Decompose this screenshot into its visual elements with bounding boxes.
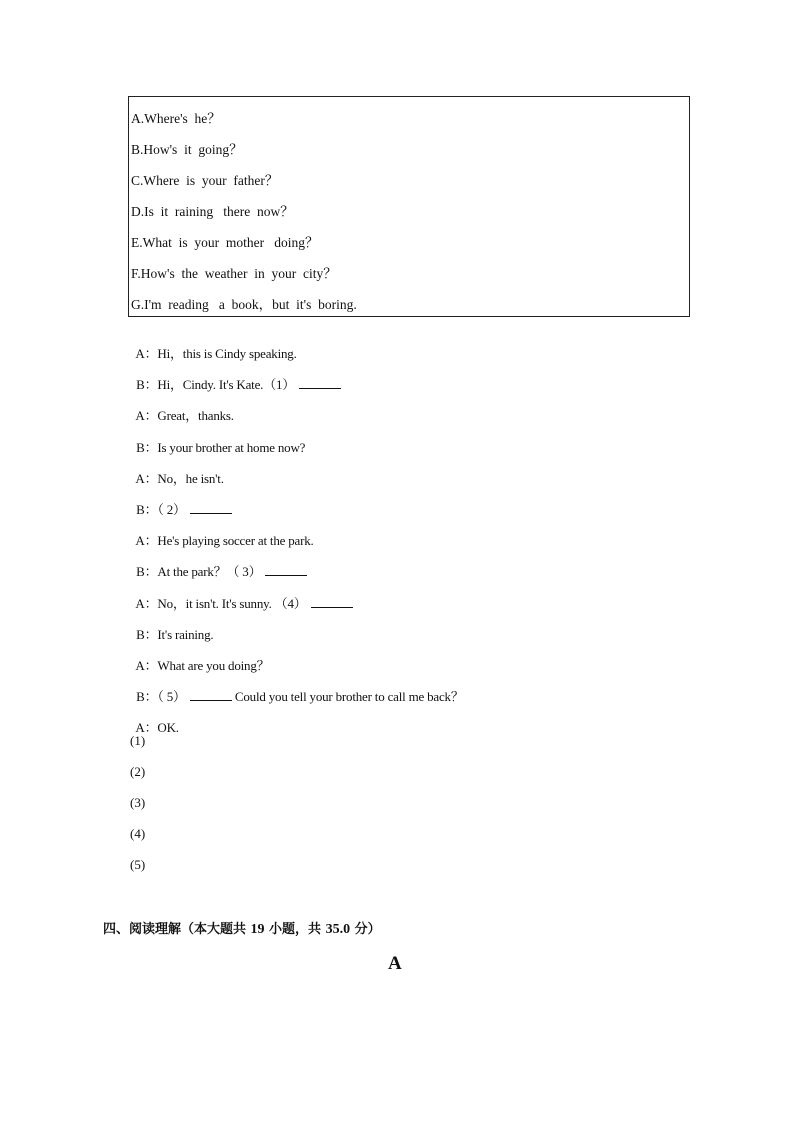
dialogue-line — [130, 545, 307, 580]
dialogue-text: A：Hi，this is Cindy speaking. — [135, 346, 297, 361]
option-b: B.How's it going？ — [131, 142, 243, 157]
answer-number-2: (2) — [130, 764, 146, 779]
answer-blank-1[interactable] — [299, 378, 341, 389]
section-heading-text: 小题，共 — [264, 922, 326, 937]
dialogue-text: A：He's playing soccer at the park. — [135, 533, 314, 548]
dialogue-text: B：Is your brother at home now? — [136, 440, 306, 455]
dialogue-line — [130, 514, 314, 549]
options-box — [128, 96, 690, 317]
dialogue-text: A：No，he isn't. — [135, 471, 224, 486]
dialogue-line — [130, 577, 353, 612]
passage-title: A — [388, 953, 402, 974]
dialogue-line — [130, 452, 224, 487]
answer-blank-4[interactable] — [311, 597, 353, 608]
dialogue-text: B：At the park？（ 3） — [136, 564, 262, 579]
dialogue-line — [130, 670, 464, 705]
option-d: D.Is it raining there now？ — [131, 204, 294, 219]
dialogue-line — [130, 608, 213, 643]
dialogue-text: A：OK. — [135, 720, 179, 735]
section-heading-text: 分） — [350, 922, 381, 937]
dialogue-text: B：Hi，Cindy. It's Kate.（1） — [136, 377, 296, 392]
dialogue-text: Could you tell your brother to call me back？ — [231, 689, 464, 704]
section-heading — [103, 918, 381, 938]
option-e: E.What is your mother doing？ — [131, 235, 319, 250]
answer-blank-3[interactable] — [265, 565, 307, 576]
answer-blank-5[interactable] — [190, 690, 232, 701]
total-score: 35.0 — [325, 922, 351, 937]
option-a: A.Where's he？ — [131, 111, 221, 126]
dialogue-line — [130, 421, 305, 456]
dialogue-line — [130, 389, 234, 424]
dialogue-text: A：Great，thanks. — [135, 408, 234, 423]
answer-number-1: (1) — [130, 733, 146, 748]
dialogue-text: A：No，it isn't. It's sunny. （4） — [135, 596, 307, 611]
dialogue-line — [130, 483, 232, 518]
answer-number-5: (5) — [130, 857, 146, 872]
dialogue-line — [130, 701, 179, 736]
answer-blank-2[interactable] — [190, 503, 232, 514]
dialogue-text: B：（ 5） — [136, 689, 186, 704]
dialogue-text: A：What are you doing？ — [135, 658, 270, 673]
dialogue-line — [130, 358, 341, 393]
dialogue-line — [130, 639, 269, 674]
dialogue-text: B：It's raining. — [136, 627, 214, 642]
answer-number-3: (3) — [130, 795, 146, 810]
dialogue-text: B：（ 2） — [136, 502, 186, 517]
question-count: 19 — [250, 922, 265, 937]
section-heading-text: 四、阅读理解（本大题共 — [103, 922, 251, 937]
option-c: C.Where is your father？ — [131, 173, 279, 188]
dialogue-line — [130, 327, 297, 362]
answer-number-4: (4) — [130, 826, 146, 841]
option-g: G.I'm reading a book，but it's boring. — [131, 297, 357, 312]
option-f: F.How's the weather in your city？ — [131, 266, 337, 281]
